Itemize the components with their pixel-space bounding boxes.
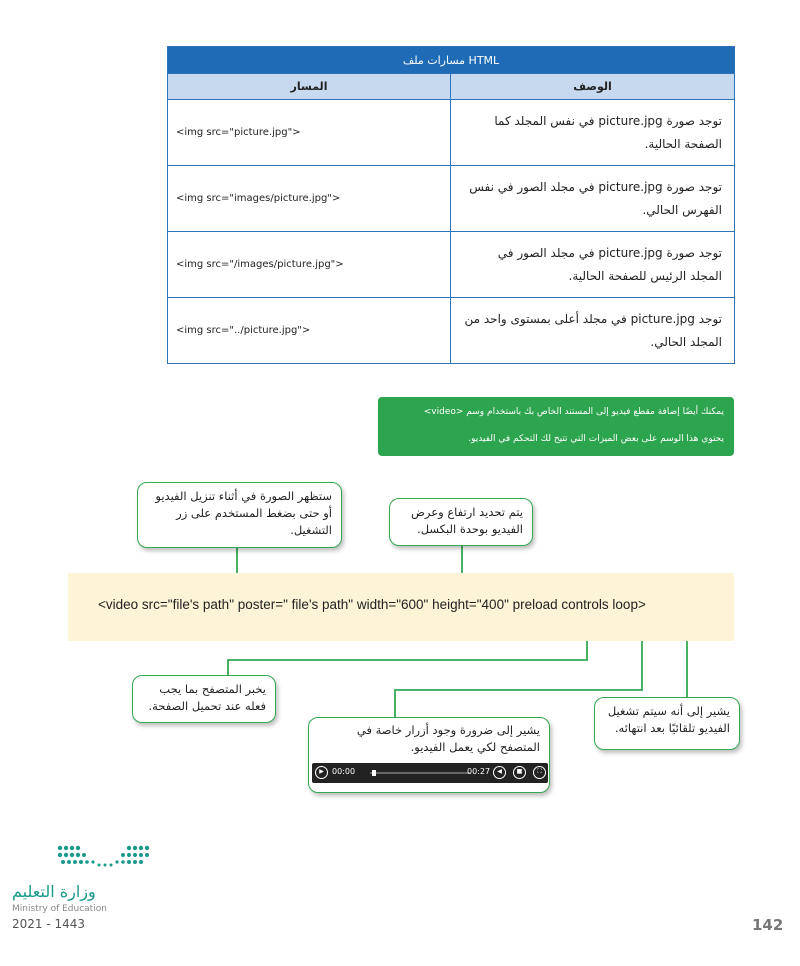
academic-year: 2021 - 1443 [12,917,86,931]
video-code-line: <video src="file's path" poster=" file's path" width="600" height="400" preload controls loop> [98,597,646,612]
note-line-1: يمكنك أيضًا إضافة مقطع فيديو إلى المستند الخاص بك باستخدام وسم <video> [423,407,724,417]
progress-thumb[interactable] [372,770,376,776]
path-cell: <img src="/images/picture.jpg"> [168,232,451,298]
path-cell: <img src="picture.jpg"> [168,100,451,166]
callout-poster: ستظهر الصورة في أثناء تنزيل الفيديو أو حتى بضغط المستخدم على زر التشغيل. [137,482,342,548]
ministry-name-english: Ministry of Education [12,904,107,914]
path-cell: <img src="images/picture.jpg"> [168,166,451,232]
description-cell: توجد صورة picture.jpg في نفس المجلد كما الصفحة الحالية. [451,100,735,166]
description-cell: توجد صورة picture.jpg في مجلد الصور في المجلد الرئيس للصفحة الحالية. [451,232,735,298]
description-cell: توجد picture.jpg في مجلد أعلى بمستوى واحد من المجلد الحالي. [451,298,735,364]
play-icon[interactable]: ▶ [315,766,328,779]
table-title: مسارات ملف HTML [168,47,735,74]
note-line-2: يحتوي هذا الوسم على بعض الميزات التي تتيح لك التحكم في الفيديو. [468,434,724,444]
callout-preload: يخبر المتصفح بما يجب فعله عند تحميل الصفحة. [132,675,276,723]
ministry-logo-icon [55,843,155,879]
description-cell: توجد صورة picture.jpg في مجلد الصور في نفس الفهرس الحالي. [451,166,735,232]
column-header-description: الوصف [451,74,735,100]
path-cell: <img src="../picture.jpg"> [168,298,451,364]
volume-icon[interactable]: ◀ [493,766,506,779]
current-time: 00:00 [332,767,356,776]
fullscreen-icon[interactable]: ⛶ [533,766,546,779]
callout-size: يتم تحديد ارتفاع وعرض الفيديو بوحدة البكسل. [389,498,533,546]
callout-loop: يشير إلى أنه سيتم تشغيل الفيديو تلقائيًا بعد انتهائه. [594,697,740,750]
page-number: 142 [752,916,784,934]
column-header-path: المسار [168,74,451,100]
ministry-name-arabic: وزارة التعليم [12,882,96,901]
video-player [312,763,548,783]
settings-icon[interactable]: ■ [513,766,526,779]
progress-track[interactable] [370,772,470,774]
duration: 00:27 [467,767,491,776]
callout-controls-text: يشير إلى ضرورة وجود أزرار خاصة في المتصفح لكي يعمل الفيديو. [356,723,540,754]
